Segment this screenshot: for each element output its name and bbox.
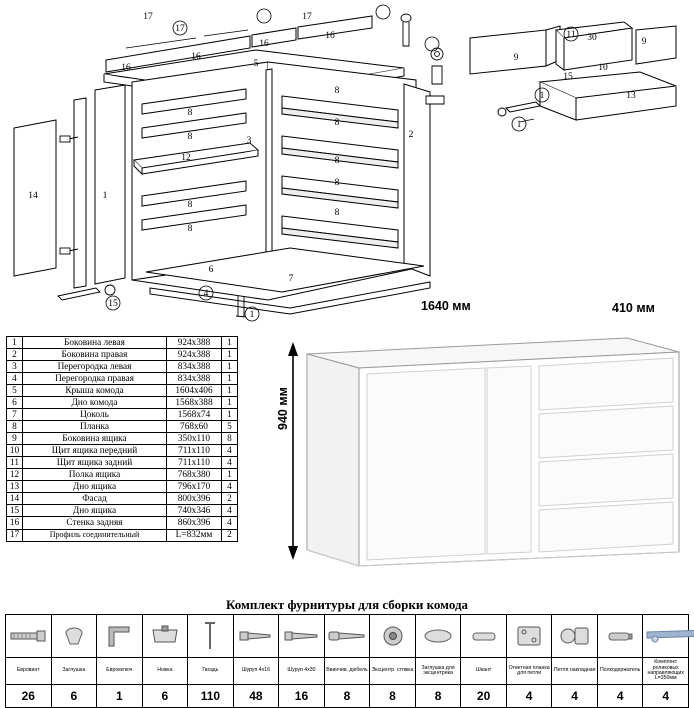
callout-16b: 16 — [191, 52, 201, 62]
hardware-count: 4 — [643, 685, 689, 708]
svg-text:1: 1 — [516, 120, 522, 130]
callout-16c: 16 — [259, 39, 269, 49]
callout-8b: 8 — [187, 132, 193, 142]
callout-30: 30 — [587, 33, 597, 43]
hardware-kit-title: Комплект фурнитуры для сборки комода — [225, 597, 469, 612]
table-row: 7 Цоколь 1568x74 1 — [7, 409, 238, 421]
svg-text:11: 11 — [566, 30, 576, 40]
callout-8g: 8 — [334, 156, 340, 166]
hardware-count: 110 — [188, 685, 234, 708]
table-row: 2 Боковина правая 924x388 1 — [7, 349, 238, 361]
hardware-name: Петля накладная — [552, 658, 598, 685]
hardware-name: Заглушка — [51, 658, 97, 685]
callout-16d: 16 — [325, 31, 335, 41]
table-row: 14 Фасад 800x396 2 — [7, 493, 238, 505]
svg-text:1: 1 — [249, 310, 255, 320]
table-row: 1 Боковина левая 924x388 1 — [7, 337, 238, 349]
hardware-name: Комплект роликовых направляющих L=350мм — [643, 658, 689, 685]
dimension-depth-label: 410 мм — [612, 301, 655, 315]
hardware-name: Заглушка для эксцентрика — [415, 658, 461, 685]
hardware-count: 6 — [142, 685, 188, 708]
table-row: 10 Щит ящика передний 711x110 4 — [7, 445, 238, 457]
callout-7: 7 — [288, 274, 294, 284]
hardware-count: 20 — [461, 685, 507, 708]
hardware-count: 6 — [51, 685, 97, 708]
callout-8f: 8 — [334, 118, 340, 128]
hardware-kit-table — [5, 614, 689, 708]
hardware-icon-cell — [233, 615, 279, 658]
svg-text:15: 15 — [108, 299, 118, 309]
callout-8a: 8 — [187, 108, 193, 118]
svg-text:4: 4 — [203, 289, 209, 299]
callout-17b: 17 — [302, 12, 312, 22]
hardware-icon-cell — [6, 615, 52, 658]
callout-1: 1 — [102, 191, 108, 201]
table-row: 6 Дно комода 1568x388 1 — [7, 397, 238, 409]
table-row: 12 Полка ящика 768x380 1 — [7, 469, 238, 481]
callout-16a: 16 — [121, 63, 131, 73]
hardware-count: 26 — [6, 685, 52, 708]
hardware-icon-cell — [142, 615, 188, 658]
hardware-name: Еврокключ — [97, 658, 143, 685]
svg-text:17: 17 — [175, 24, 185, 34]
table-row: 9 Боковина ящика 350x110 8 — [7, 433, 238, 445]
assembly-diagram — [0, 0, 694, 320]
dimension-width-label: 1640 мм — [421, 299, 471, 313]
hardware-icon-cell — [415, 615, 461, 658]
table-row: 13 Дно ящика 796x170 4 — [7, 481, 238, 493]
hardware-icon-cell — [643, 615, 689, 658]
hardware-name: Шкант — [461, 658, 507, 685]
table-row: 15 Дно ящика 740x346 4 — [7, 505, 238, 517]
table-row: 4 Перегородка правая 834x388 1 — [7, 373, 238, 385]
hardware-icon-cell — [188, 615, 234, 658]
hardware-name: Шуруп 4х16 — [233, 658, 279, 685]
hardware-icon-cell — [324, 615, 370, 658]
hardware-count: 4 — [597, 685, 643, 708]
table-row: 3 Перегородка левая 834x388 1 — [7, 361, 238, 373]
callout-2: 2 — [408, 130, 414, 140]
table-row: 8 Планка 768x60 5 — [7, 421, 238, 433]
hardware-icon-cell — [461, 615, 507, 658]
callout-10: 10 — [598, 63, 608, 73]
callout-8e: 8 — [334, 86, 340, 96]
hardware-count: 8 — [415, 685, 461, 708]
callout-8i: 8 — [334, 208, 340, 218]
hardware-name: Шуруп 4х30 — [279, 658, 325, 685]
callout-8h: 8 — [334, 178, 340, 188]
table-row: 17 Профиль соединительный L=832мм 2 — [7, 529, 238, 541]
hardware-count: 16 — [279, 685, 325, 708]
callout-15: 15 — [563, 72, 573, 82]
hardware-count: 4 — [552, 685, 598, 708]
hardware-icon-cell — [552, 615, 598, 658]
hardware-icon-cell — [506, 615, 552, 658]
hardware-name: Ответная планка для петли — [506, 658, 552, 685]
callout-12: 12 — [181, 153, 191, 163]
hardware-count: 8 — [324, 685, 370, 708]
hardware-count: 1 — [97, 685, 143, 708]
table-row: 16 Стенка задняя 860x396 4 — [7, 517, 238, 529]
hardware-name: Эксцентр. стяжка — [370, 658, 416, 685]
hardware-count: 48 — [233, 685, 279, 708]
dimension-height-label: 940 мм — [276, 387, 290, 430]
hardware-icon-cell — [370, 615, 416, 658]
callout-6: 6 — [208, 265, 214, 275]
callout-17a: 17 — [143, 12, 153, 22]
parts-table — [6, 336, 238, 542]
hardware-name: Ввинчив. дюбель — [324, 658, 370, 685]
hardware-icon-cell — [597, 615, 643, 658]
table-row: 5 Крыша комода 1604x406 1 — [7, 385, 238, 397]
svg-text:1: 1 — [539, 91, 545, 101]
callout-3: 3 — [246, 136, 252, 146]
product-illustration — [283, 330, 688, 575]
hardware-name: Гвоздь — [188, 658, 234, 685]
hardware-count: 8 — [370, 685, 416, 708]
callout-8d: 8 — [187, 224, 193, 234]
callout-14: 14 — [28, 191, 38, 201]
callout-8c: 8 — [187, 200, 193, 210]
hardware-icon-cell — [279, 615, 325, 658]
callout-13: 13 — [626, 91, 636, 101]
hardware-icon-cell — [97, 615, 143, 658]
hardware-name: Ножка — [142, 658, 188, 685]
callout-9b: 9 — [641, 37, 647, 47]
hardware-name: Полкодержатель — [597, 658, 643, 685]
callout-5: 5 — [253, 59, 259, 69]
hardware-icon-cell — [51, 615, 97, 658]
hardware-count: 4 — [506, 685, 552, 708]
callout-9a: 9 — [513, 53, 519, 63]
table-row: 11 Щит ящика задний 711x110 4 — [7, 457, 238, 469]
hardware-name: Евровинт — [6, 658, 52, 685]
